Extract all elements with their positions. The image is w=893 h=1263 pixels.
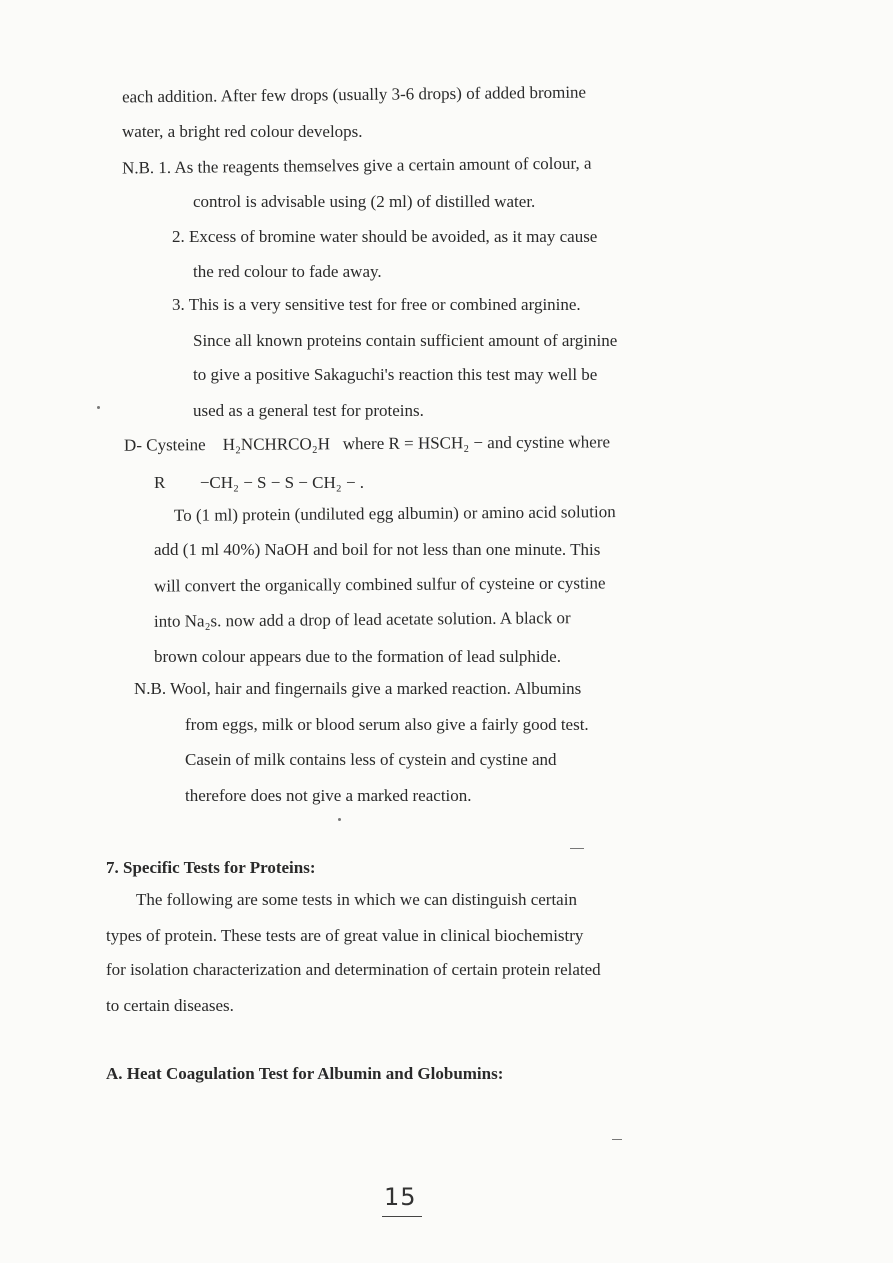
nb-note-cysteine-cont: therefore does not give a marked reaction. [185,786,472,805]
nb-note-3-cont: Since all known proteins contain sufficient amount of arginine [193,331,618,350]
scan-speck [612,1139,622,1140]
text-line: into Na₂s. now add a drop of lead acetate solution. A black or [153,608,571,631]
nb-note-2: 2. Excess of bromine water should be avoided, as it may cause [172,227,598,246]
cysteine-formula: H₂NCHRCO₂H [222,434,331,455]
page-number: 15 [384,1183,417,1211]
cysteine-label: D- Cysteine [123,435,206,455]
text-line: for isolation characterization and determination of certain protein related [106,960,601,979]
section-heading: 7. Specific Tests for Proteins: [106,858,316,877]
text-line: to certain diseases. [106,996,234,1015]
nb-note-3: 3. This is a very sensitive test for free or combined arginine. [172,295,581,314]
text-line: each addition. After few drops (usually 3-6 drops) of added bromine [121,82,587,107]
cysteine-heading [124,431,610,456]
scan-speck [338,818,341,821]
subsection-heading: A. Heat Coagulation Test for Albumin and Globumins: [106,1064,504,1083]
text-line: types of protein. These tests are of great value in clinical biochemistry [106,926,584,945]
nb-note-2-cont: the red colour to fade away. [193,262,382,281]
cystine-r-formula: −CH₂ − S − S − CH₂ − . [199,473,365,492]
nb-note-cysteine: N.B. Wool, hair and fingernails give a marked reaction. Albumins [134,679,582,698]
text-line: brown colour appears due to the formation of lead sulphide. [154,647,561,666]
nb-note-cysteine-cont: from eggs, milk or blood serum also give a fairly good test. [185,715,589,734]
text-line: will convert the organically combined sulfur of cysteine or cystine [153,573,606,596]
nb-note-3-cont: to give a positive Sakaguchi's reaction this test may well be [193,365,598,384]
cysteine-where: where R = HSCH₂ − and cystine where [342,432,611,454]
text-line: The following are some tests in which we can distinguish certain [136,890,577,909]
text-line: water, a bright red colour develops. [122,122,363,141]
cystine-r-line [154,472,364,494]
nb-note-cysteine-cont: Casein of milk contains less of cystein and cystine and [185,750,557,769]
scan-speck [570,848,584,849]
scan-speck [97,406,100,409]
r-label: R [154,473,166,492]
nb-note-1-cont: control is advisable using (2 ml) of distilled water. [193,192,536,211]
page-number-underline [382,1216,422,1217]
nb-note-3-cont: used as a general test for proteins. [193,401,424,420]
text-line: To (1 ml) protein (undiluted egg albumin) or amino acid solution [173,502,616,525]
text-line: add (1 ml 40%) NaOH and boil for not less than one minute. This [154,540,601,559]
nb-note-1: N.B. 1. As the reagents themselves give a certain amount of colour, a [121,153,592,178]
